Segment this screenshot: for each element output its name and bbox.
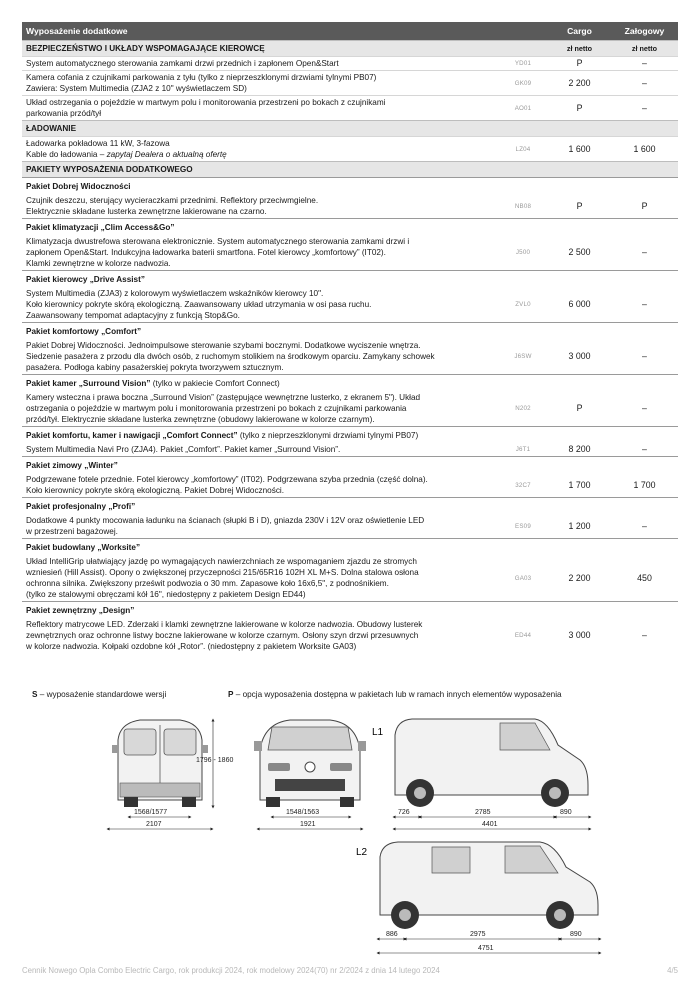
front-view-van: [254, 720, 366, 807]
package-description: w przestrzeni bagażowej.: [26, 527, 118, 536]
section-title: PAKIETY WYPOSAŻENIA DODATKOWEGO: [22, 162, 498, 178]
price-cargo: 2 200: [568, 572, 591, 583]
legend-option: P – opcja wyposażenia dostępna w pakietach lub w ramach innych elementów wyposażenia: [228, 690, 562, 699]
header-zalogowy: Załogowy: [611, 22, 678, 41]
option-code: GK09: [498, 71, 548, 96]
package-title-row: [22, 539, 678, 556]
package-description: Klamki zewnętrzne w kolorze nadwozia.: [26, 259, 171, 268]
dim-l2-front: 886: [386, 931, 398, 938]
row-text: Zawiera: System Multimedia (ZJA2 z 10" wyświetlaczem SD): [26, 84, 247, 93]
section-packs: [22, 162, 678, 178]
price-cargo: 2 200: [548, 71, 611, 96]
price-cargo: 1 700: [568, 479, 591, 490]
table-row: [22, 137, 678, 162]
dim-l1-rear: 890: [560, 809, 572, 816]
package-description: (tylko ze stalowymi obręczami kół 16", niedostępny z pakietem Design ED44): [26, 590, 306, 599]
price-cargo: 2 500: [568, 247, 591, 257]
header-title: Wyposażenie dodatkowe: [22, 22, 498, 41]
package-description: Zaawansowany tempomat adaptacyjny z funkcją Stop&Go.: [26, 311, 240, 320]
section-title: BEZPIECZEŃSTWO I UKŁADY WSPOMAGAJĄCE KIEROWCĘ: [22, 41, 498, 57]
price-zalogowy: –: [642, 299, 647, 309]
package-description: Koło kierownicy pokryte skórą ekologiczną. Zaawansowany układ utrzymania w osi pasa ruchu.: [26, 300, 372, 309]
package-description: System Multimedia (ZJA3) z kolorowym wyświetlaczem wskaźników kierowcy 10".: [26, 289, 324, 298]
price-zalogowy: –: [642, 630, 647, 640]
option-code: YD01: [498, 57, 548, 71]
package-description: Koło kierownicy pokryte skórą ekologiczną. Pakiet Dobrej Widoczności.: [26, 486, 285, 495]
table-row: [22, 71, 678, 96]
price-zalogowy: 1 600: [611, 137, 678, 162]
dim-l2-wheelbase: 2975: [470, 931, 486, 938]
package-title-row: [22, 178, 678, 195]
package-description: w kolorze nadwozia. Kołpaki ozdobne kół „Rotor”. (niedostępny z pakietem Worksite GA03): [26, 642, 357, 651]
dim-l1-total: 4401: [482, 821, 498, 828]
package-detail-row: [22, 555, 678, 602]
section-charging: [22, 121, 678, 137]
package-description: Dodatkowe 4 punkty mocowania ładunku na ścianach (słupki B i D), gniazda 230V i 12V oraz oświetlenie LED: [26, 516, 425, 525]
options-sheet: [22, 22, 678, 653]
package-detail-row: [22, 473, 678, 498]
price-cargo: P: [548, 57, 611, 71]
package-title-row: [22, 375, 678, 392]
side-view-l1: [395, 719, 588, 807]
option-code: NB08: [514, 202, 532, 210]
package-detail-row: [22, 443, 678, 457]
option-code: N202: [515, 405, 531, 412]
price-cargo: 3 000: [568, 351, 591, 361]
legend-standard: S – wyposażenie standardowe wersji: [32, 690, 167, 699]
section-title: ŁADOWANIE: [22, 121, 498, 137]
package-description: pasażera. Podłoga kabiny pasażerskiej pokryta tworzywem sztucznym.: [26, 363, 284, 372]
footer: [22, 966, 678, 975]
package-description: zewnętrznych oraz ochronne listwy boczne lakierowane w kolorze czarnym. Osłony szyn drzwi przesuwnych: [26, 631, 419, 640]
package-title: Pakiet zimowy „Winter”: [26, 461, 118, 470]
unit-label: zł netto: [548, 41, 611, 57]
table-row: [22, 96, 678, 121]
package-title: Pakiet komfortu, kamer i nawigacji „Comfort Connect”: [26, 431, 238, 440]
row-text: Układ ostrzegania o pojeździe w martwym polu i monitorowania przestrzeni po bokach z czujnikami: [26, 98, 386, 107]
package-title-row: [22, 457, 678, 474]
package-title: Pakiet kierowcy „Drive Assist”: [26, 275, 145, 284]
package-description: przód/tył. Elektrycznie składane lusterka zewnętrzne (obudowy lakierowane w kolorze czarnym).: [26, 415, 375, 424]
package-detail-row: [22, 339, 678, 375]
option-code: ES09: [515, 522, 531, 530]
price-cargo: P: [548, 96, 611, 121]
price-zalogowy: –: [611, 57, 678, 71]
package-title: Pakiet zewnętrzny „Design”: [26, 606, 135, 615]
page-number: 4/5: [667, 966, 678, 975]
price-cargo: 3 000: [568, 630, 591, 640]
package-description: Czujnik deszczu, sterujący wycieraczkami przednimi. Reflektory przeciwmgielne.: [26, 196, 319, 205]
package-title-note: (tylko w pakiecie Comfort Connect): [150, 379, 280, 388]
options-table: [22, 22, 678, 653]
package-description: ostrzegania o pojeździe w martwym polu i monitorowania przestrzeni po bokach z czujnikami parkowania: [26, 404, 407, 413]
price-zalogowy: –: [611, 96, 678, 121]
header-cargo: Cargo: [548, 22, 611, 41]
option-code: 32C7: [515, 481, 531, 489]
package-detail-row: [22, 618, 678, 653]
package-description: System Multimedia Navi Pro (ZJA4). Pakiet „Comfort”. Pakiet kamer „Surround Vision”.: [26, 445, 341, 454]
package-description: Podgrzewane fotele przednie. Fotel kierowcy „komfortowy” (IT02). Podgrzewana szyba przednia (część dolna).: [26, 475, 428, 484]
row-text: System automatycznego sterowania zamkami drzwi przednich i zapłonem Open&Start: [22, 57, 498, 71]
side-view-l2: [380, 842, 598, 929]
package-description: Klimatyzacja dwustrefowa sterowana elektronicznie. System automatycznego sterowania zamkami drzwi i: [26, 237, 410, 246]
footer-text: Cennik Nowego Opla Combo Electric Cargo, rok produkcji 2024, rok modelowy 2024(70) nr 2/2024 z dnia 14 lutego 2024: [22, 966, 440, 975]
option-code: LZ04: [498, 137, 548, 162]
package-title-note: (tylko z nieprzeszklonymi drzwiami tylnymi PB07): [237, 431, 419, 440]
row-text: Kamera cofania z czujnikami parkowania z tyłu (tylko z nieprzeszklonymi drzwiami tylnymi PB07): [26, 73, 377, 82]
option-code: J6T1: [515, 446, 531, 453]
dim-front-width: 1921: [300, 821, 316, 828]
dim-l2-total: 4751: [478, 945, 494, 952]
dim-l2-rear: 890: [570, 931, 582, 938]
option-code: GA03: [514, 574, 532, 582]
price-cargo: P: [576, 200, 583, 211]
price-zalogowy: P: [641, 200, 648, 211]
package-description: Elektrycznie składane lusterka zewnętrzne lakierowane na czarno.: [26, 207, 267, 216]
price-zalogowy: 1 700: [633, 479, 656, 490]
dim-rear-height: 1796 - 1860: [196, 757, 234, 764]
price-zalogowy: –: [642, 351, 647, 361]
price-zalogowy: –: [611, 71, 678, 96]
row-text: Ładowarka pokładowa 11 kW, 3-fazowa: [26, 139, 170, 148]
package-description: Siedzenie pasażera z przodu dla dwóch osób, z ruchomym stolikiem na środkowym oparciu. Zamykany schowek: [26, 352, 435, 361]
price-cargo: P: [576, 403, 583, 413]
unit-label: zł netto: [611, 41, 678, 57]
vehicle-dimension-drawings: [0, 705, 700, 965]
label-l2: L2: [356, 847, 368, 858]
option-code: AO01: [498, 96, 548, 121]
dim-front-track: 1548/1563: [286, 809, 320, 816]
package-detail-row: [22, 287, 678, 323]
option-code: J6SW: [514, 353, 532, 360]
package-title-row: [22, 271, 678, 288]
package-detail-row: [22, 235, 678, 271]
table-row: [22, 57, 678, 71]
section-safety: [22, 41, 678, 57]
package-description: zapłonem Open&Start. Indukcyjna ładowarka baterii smartfona. Fotel kierowcy „komfortowy” (IT02).: [26, 248, 386, 257]
package-title-row: [22, 219, 678, 236]
row-note: zapytaj Dealera o aktualną ofertę: [106, 150, 227, 159]
price-zalogowy: –: [642, 247, 647, 257]
package-title-row: [22, 498, 678, 515]
dim-rear-width: 2107: [146, 821, 162, 828]
price-zalogowy: –: [642, 520, 647, 531]
package-title: Pakiet kamer „Surround Vision”: [26, 379, 151, 388]
price-cargo: 6 000: [568, 299, 591, 309]
package-description: Kamery wsteczna i prawa boczna „Surround Vision” (zastępujące wewnętrzne lusterko, z ekranem 5"). Układ: [26, 393, 421, 402]
package-detail-row: [22, 194, 678, 219]
package-title: Pakiet klimatyzacji „Clim Access&Go”: [26, 223, 175, 232]
dim-l1-wheelbase: 2785: [475, 809, 491, 816]
package-detail-row: [22, 514, 678, 539]
price-zalogowy: 450: [637, 572, 652, 583]
table-header: [22, 22, 678, 41]
row-text: Kable do ładowania –: [26, 150, 107, 159]
package-description: Układ IntelliGrip ułatwiający jazdę po wymagających nawierzchniach ze wspomaganiem zjazdu ze stromych: [26, 557, 417, 566]
rear-view-van: [112, 720, 208, 807]
package-title: Pakiet Dobrej Widoczności: [26, 182, 131, 191]
package-detail-row: [22, 391, 678, 427]
package-description: Reflektory matrycowe LED. Zderzaki i klamki zewnętrzne lakierowane w kolorze nadwozia. Obudowy lusterek: [26, 620, 423, 629]
price-zalogowy: –: [642, 444, 647, 454]
dim-rear-track: 1568/1577: [134, 809, 168, 816]
label-l1: L1: [372, 727, 384, 738]
dim-l1-front: 726: [398, 809, 410, 816]
package-title-row: [22, 323, 678, 340]
package-title: Pakiet budowlany „Worksite”: [26, 543, 141, 552]
package-title: Pakiet komfortowy „Comfort”: [26, 327, 142, 336]
package-title-row: [22, 427, 678, 444]
price-cargo: 1 200: [568, 520, 591, 531]
option-code: J500: [515, 249, 531, 256]
option-code: ZVL0: [515, 301, 531, 308]
price-cargo: 8 200: [568, 444, 591, 454]
package-title: Pakiet profesjonalny „Profi”: [26, 502, 136, 511]
price-cargo: 1 600: [548, 137, 611, 162]
package-description: wzniesień (Hill Assist). Opony o zwiększonej przyczepności 215/65R16 102H XL M+S. Dolna stalowa osłona: [26, 568, 419, 577]
package-description: ochronna silnika. Zwiększony prześwit podwozia o 30 mm. Zapasowe koło 16x6,5", z podnośnikiem.: [26, 579, 389, 588]
row-text: parkowania przód/tył: [26, 109, 102, 118]
package-title-row: [22, 602, 678, 619]
option-code: ED44: [514, 632, 532, 639]
package-description: Pakiet Dobrej Widoczności. Jednoimpulsowe sterowanie szybami bocznymi. Dodatkowe wyciszenie wnętrza.: [26, 341, 421, 350]
price-zalogowy: –: [642, 403, 647, 413]
